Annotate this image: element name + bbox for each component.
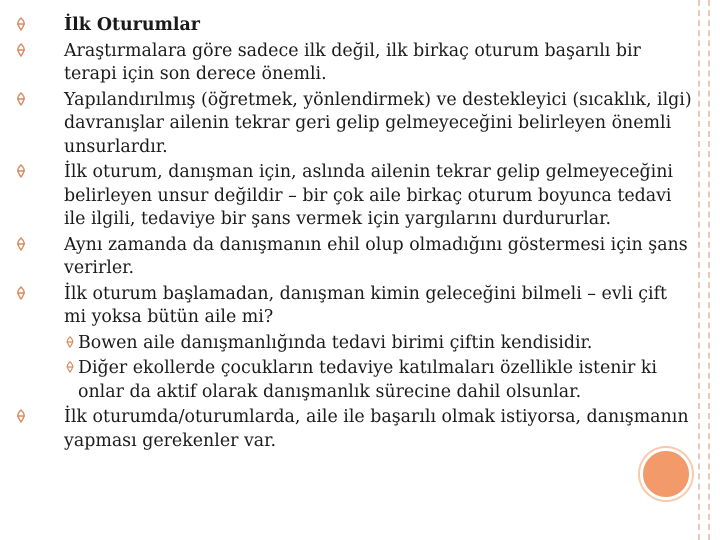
bullet-item bbox=[14, 283, 694, 330]
bullet-text: İlk oturumda/oturumlarda, aile ile başarılı olmak istiyorsa, danışmanın yapması gerekenler var. bbox=[64, 407, 689, 451]
flourish-bullet-icon bbox=[14, 286, 28, 300]
sub-bullet-item bbox=[14, 332, 694, 356]
bullet-item bbox=[14, 234, 694, 281]
flourish-bullet-icon bbox=[14, 237, 28, 251]
bullet-text: Aynı zamanda da danışmanın ehil olup olmadığını göstermesi için şans verirler. bbox=[64, 234, 688, 278]
decorative-frame bbox=[698, 0, 710, 540]
flourish-bullet-icon bbox=[14, 43, 28, 57]
bullet-text: İlk oturum başlamadan, danışman kimin geleceğini bilmeli – evli çift mi yoksa bütün aile mi? bbox=[64, 283, 668, 327]
bullet-text: Yapılandırılmış (öğretmek, yönlendirmek) ve destekleyici (sıcaklık, ilgi) davranışlar ailenin tekrar geri gelip gelmeyeceğini belirleyen önemli unsurlardır. bbox=[64, 89, 692, 157]
sub-bullet-text: Bowen aile danışmanlığında tedavi birimi çiftin kendisidir. bbox=[78, 332, 593, 353]
flourish-bullet-icon bbox=[14, 92, 28, 106]
bullet-title bbox=[14, 14, 694, 38]
bullet-item bbox=[14, 40, 694, 87]
slide-content bbox=[14, 14, 694, 455]
flourish-bullet-icon bbox=[14, 409, 28, 423]
bullet-text: İlk oturum, danışman için, aslında ailenin tekrar gelip gelmeyeceğini belirleyen unsur değildir – bir çok aile birkaç oturum boyunca tedavi ile ilgili, tedaviye bir şans vermek için yargılarını durdururlar. bbox=[64, 162, 673, 229]
flourish-bullet-icon bbox=[14, 164, 28, 178]
bullet-item bbox=[14, 406, 694, 453]
flourish-bullet-icon bbox=[14, 17, 28, 31]
flourish-sub-bullet-icon bbox=[64, 361, 76, 373]
slide-title: İlk Oturumlar bbox=[64, 15, 200, 35]
bullet-item bbox=[14, 161, 694, 232]
slide-accent-circle bbox=[640, 448, 692, 500]
bullet-text: Araştırmalara göre sadece ilk değil, ilk birkaç oturum başarılı bir terapi için son derece önemli. bbox=[64, 40, 641, 84]
flourish-sub-bullet-icon bbox=[64, 336, 76, 348]
sub-bullet-item bbox=[14, 357, 694, 404]
bullet-item bbox=[14, 89, 694, 160]
sub-bullet-text: Diğer ekollerde çocukların tedaviye katılmaları özellikle istenir ki onlar da aktif olarak danışmanlık sürecine dahil olsunlar. bbox=[78, 358, 657, 402]
